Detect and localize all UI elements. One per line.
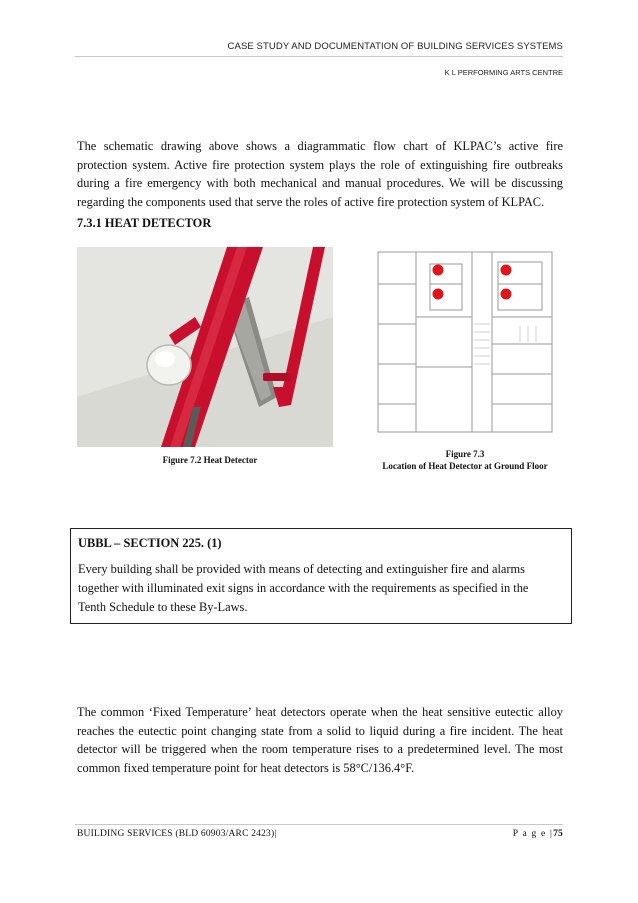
heat-detector-marker	[501, 265, 512, 276]
footer-page	[513, 829, 563, 839]
floor-plan-drawing	[370, 244, 560, 444]
figure-7-2-caption: Figure 7.2 Heat Detector	[162, 455, 258, 465]
header-divider	[75, 56, 563, 57]
section-heading: 7.3.1 HEAT DETECTOR	[77, 216, 212, 230]
header-subtitle: K L PERFORMING ARTS CENTRE	[444, 68, 563, 77]
figure-7-3-description: Location of Heat Detector at Ground Floor	[382, 461, 548, 471]
figure-7-3-caption	[360, 448, 570, 472]
heat-detector-marker	[433, 265, 444, 276]
heat-detector-illustration	[77, 247, 333, 447]
ubbl-text: Every building shall be provided with means of detecting and extinguisher fire and alarms together with illuminated exit signs in accordance with the requirements as specified in the Tenth Schedule to these By-Laws.	[78, 562, 529, 614]
intro-paragraph: The schematic drawing above shows a diagrammatic flow chart of KLPAC’s active fire protection system. Active fire protection system plays the role of extinguishing fire outbreaks during a fire emergency with both mechanical and manual procedures. We will be discussing regarding the components used that serve the roles of active fire protection system of KLPAC.	[77, 139, 563, 209]
heat-detector-marker	[501, 289, 512, 300]
heat-detector-photo	[77, 247, 333, 447]
ground-floor-plan	[370, 244, 560, 444]
footer-page-number: 75	[553, 829, 563, 839]
heat-detector-marker	[433, 289, 444, 300]
body-paragraph: The common ‘Fixed Temperature’ heat detectors operate when the heat sensitive eutectic alloy reaches the eutectic point changing state from a solid to liquid during a fire incident. The heat detector will be triggered when the room temperature rises to a predetermined level. The most common fixed temperature point for heat detectors is 58°C/136.4°F.	[77, 705, 563, 775]
figure-7-3-title: Figure 7.3	[445, 449, 485, 459]
ubbl-section-box	[70, 528, 572, 624]
header-title: CASE STUDY AND DOCUMENTATION OF BUILDING SERVICES SYSTEMS	[227, 41, 563, 52]
footer-course: BUILDING SERVICES (BLD 60903/ARC 2423)|	[77, 829, 277, 839]
ubbl-title: UBBL – SECTION 225. (1)	[78, 536, 222, 550]
footer-divider	[75, 824, 563, 825]
footer-page-label: P a g e |	[512, 829, 554, 839]
